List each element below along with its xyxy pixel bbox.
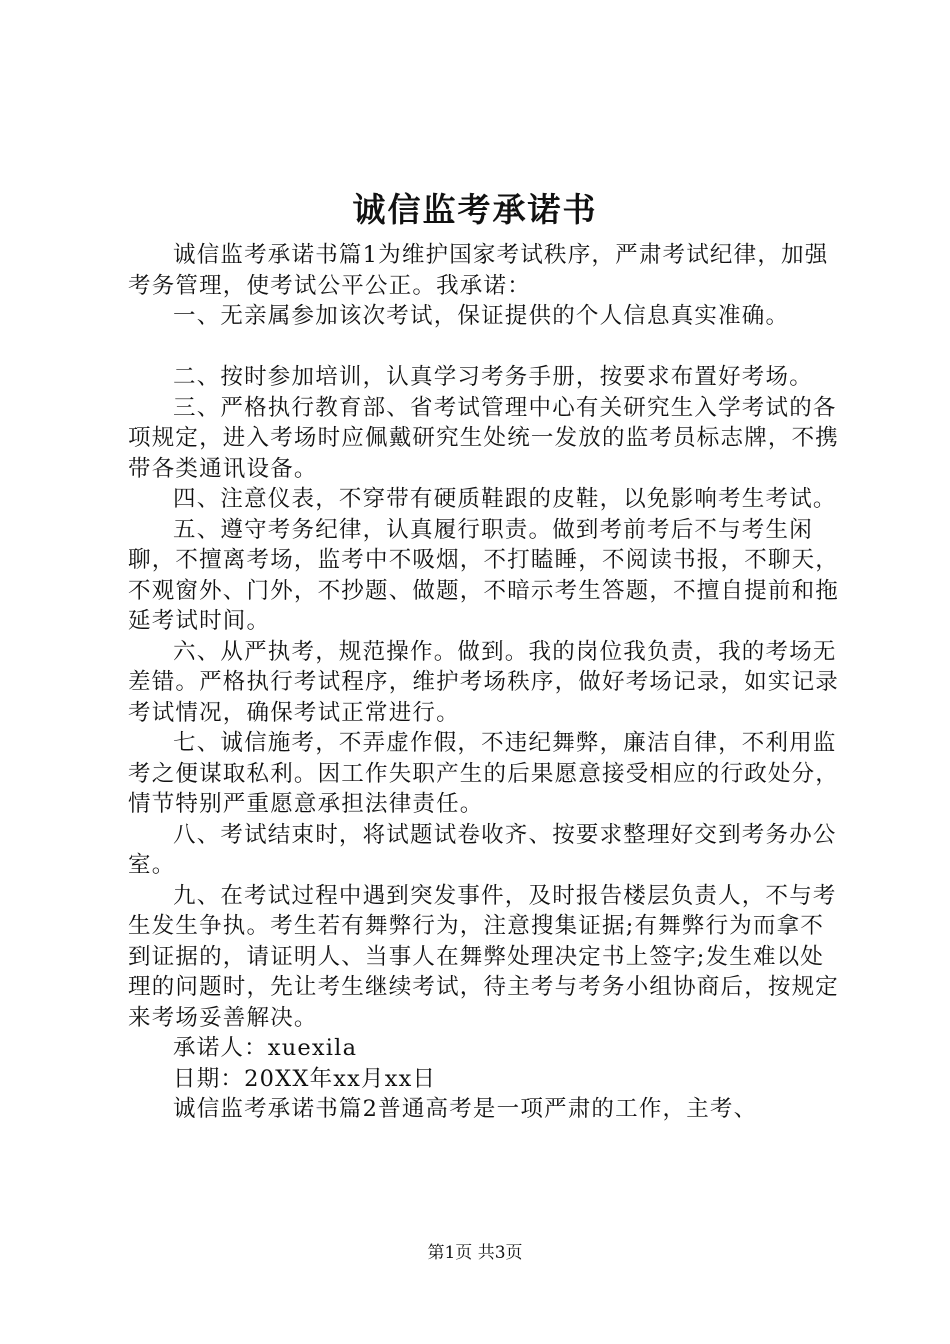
paragraph-item-4: 四、注意仪表，不穿带有硬质鞋跟的皮鞋，以免影响考生考试。 bbox=[173, 486, 837, 512]
signature-line: 承诺人：xuexila bbox=[173, 1035, 358, 1061]
paragraph-item-7: 七、诚信施考，不弄虚作假，不违纪舞弊，廉洁自律，不利用监考之便谋取私利。因工作失职产生的后果愿意接受相应的行政处分，情节特别严重愿意承担法律责任。 bbox=[128, 730, 840, 817]
paragraph-intro: 诚信监考承诺书篇1为维护国家考试秩序，严肃考试纪律，加强考务管理，使考试公平公正。我承诺： bbox=[128, 242, 829, 299]
document-title: 诚信监考承诺书 bbox=[352, 190, 598, 229]
paragraph-item-3: 三、严格执行教育部、省考试管理中心有关研究生入学考试的各项规定，进入考场时应佩戴研究生处统一发放的监考员标志牌，不携带各类通讯设备。 bbox=[128, 394, 840, 482]
paragraph-item-9: 九、在考试过程中遇到突发事件，及时报告楼层负责人，不与考生发生争执。考生若有舞弊行为，注意搜集证据;有舞弊行为而拿不到证据的，请证明人、当事人在舞弊处理决定书上签字;发生难以处理的问题时，先让考生继续考试，待主考与考务小组协商后，按规定来考场妥善解决。 bbox=[128, 882, 840, 1031]
paragraph-item-8: 八、考试结束时，将试题试卷收齐、按要求整理好交到考务办公室。 bbox=[128, 821, 837, 878]
paragraph-item-6: 六、从严执考，规范操作。做到。我的岗位我负责，我的考场无差错。严格执行考试程序，维护考场秩序，做好考场记录，如实记录考试情况，确保考试正常进行。 bbox=[128, 638, 840, 726]
page-number: 第1页 共3页 bbox=[427, 1243, 523, 1263]
paragraph-item-2: 二、按时参加培训，认真学习考务手册，按要求布置好考场。 bbox=[173, 364, 813, 390]
document-body bbox=[128, 240, 840, 1125]
paragraph-item-5: 五、遵守考务纪律，认真履行职责。做到考前考后不与考生闲聊，不擅离考场，监考中不吸烟，不打瞌睡，不阅读书报，不聊天，不观窗外、门外，不抄题、做题，不暗示考生答题，不擅自提前和拖延考试时间。 bbox=[128, 516, 840, 634]
paragraph-section-2: 诚信监考承诺书篇2普通高考是一项严肃的工作，主考、 bbox=[173, 1096, 758, 1122]
date-line: 日期：20XX年xx月xx日 bbox=[173, 1065, 437, 1092]
blank-line bbox=[128, 332, 840, 363]
paragraph-item-1: 一、无亲属参加该次考试，保证提供的个人信息真实准确。 bbox=[173, 303, 790, 329]
